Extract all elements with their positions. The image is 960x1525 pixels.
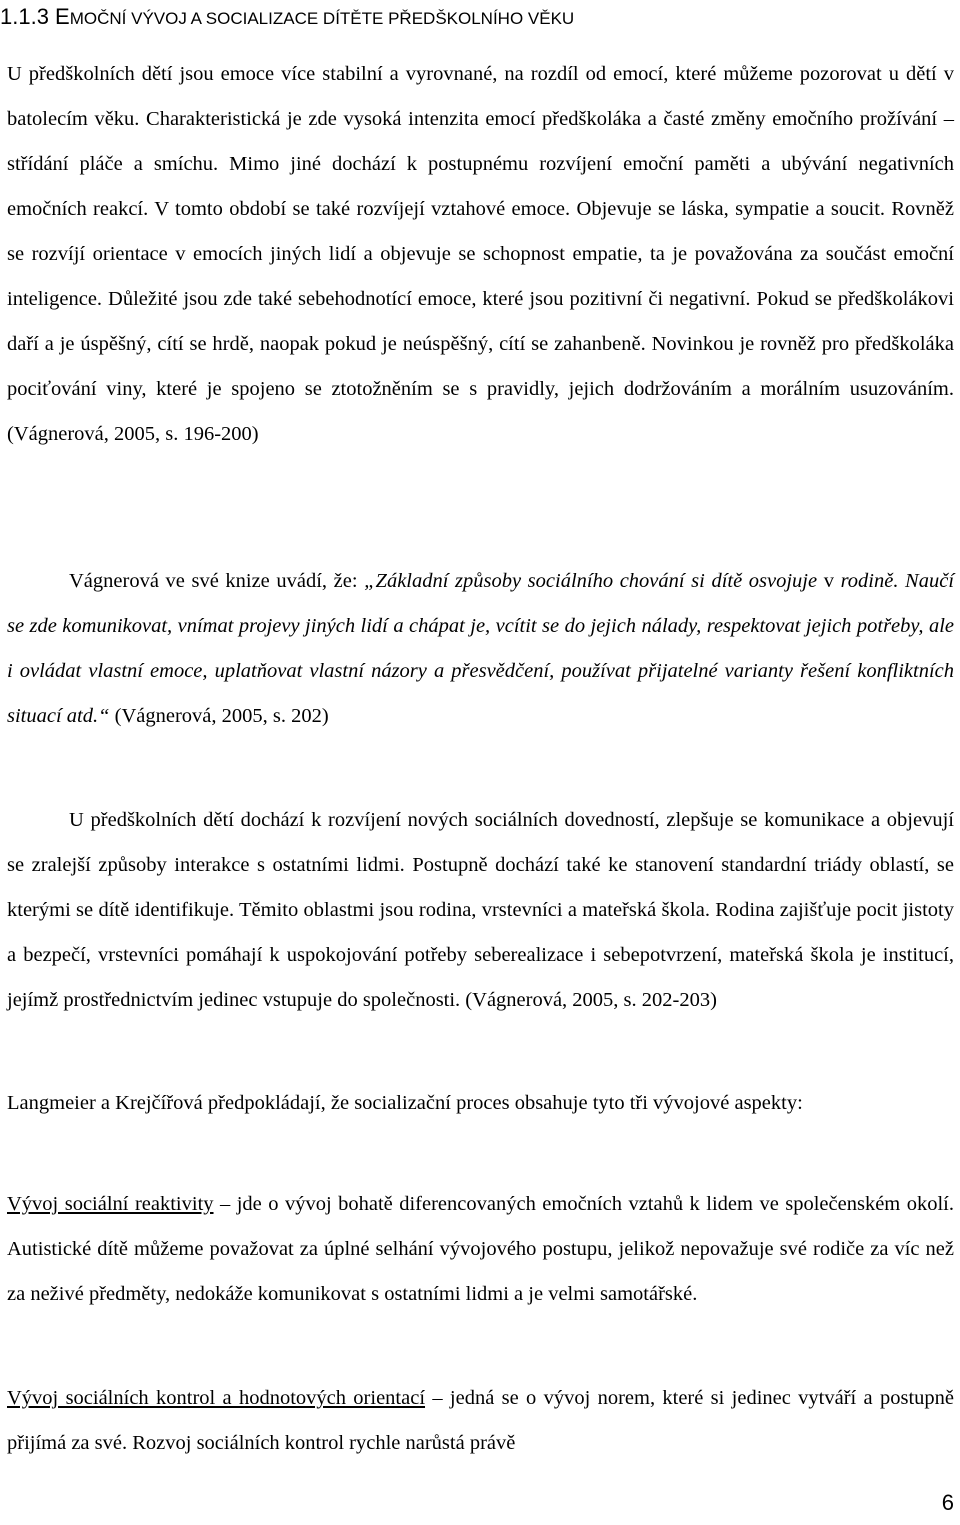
paragraph-socialization-aspects: Langmeier a Krejčířová předpokládají, že socializační proces obsahuje tyto tři vývojové aspekty: (7, 1092, 803, 1114)
quote-plain: v (823, 570, 841, 592)
social-reactivity-text: – jde o vývoj bohatě diferencovaných emočních vztahů k lidem ve společenském okolí. Autistické dítě můžeme považovat za úplné selhání vývojového postupu, jelikož nepovažuje své rodiče za víc než za neživé předměty, nedokáže komunikovat s ostatními lidmi a je velmi samotářské. (7, 1193, 954, 1305)
heading-cap-1: E (55, 4, 70, 29)
section-heading (0, 2, 960, 34)
quote-part-b: rodině. Naučí se zde komunikovat, vnímat projevy jiných lidí a chápat je, vcítit se do jejich nálady, respektovat jejich potřeby, (7, 570, 955, 637)
quote-part-a: „Základní způsoby sociálního chování si dítě osvojuje (364, 570, 824, 592)
term-social-reactivity: Vývoj sociální reaktivity (7, 1193, 214, 1215)
quote-citation: (Vágnerová, 2005, s. 202) (109, 705, 329, 727)
paragraph-social-controls (7, 1376, 954, 1466)
heading-smallcaps-2: SOCIALIZACE DÍTĚTE PŘEDŠKOLNÍHO VĚKU (205, 9, 575, 28)
section-number: 1.1.3 (0, 4, 56, 29)
social-controls-text: – jedná se o vývoj norem, které si jedinec vytváří a postupně přijímá za své. Rozvoj sociálních kontrol rychle narůstá právě (7, 1387, 954, 1454)
paragraph-vagnerova-quote (7, 559, 954, 739)
paragraph-social-skills: U předškolních dětí dochází k rozvíjení nových sociálních dovedností, zlepšuje se komunikace a objevují se zralejší způsoby interakce s ostatními lidmi. Postupně dochází také ke stanovení standardní triády oblastí, se kterými se dítě identifikuje. Těmito oblastmi jsou rodina, vrstevníci a mateřská škola. Rodina zajišťuje pocit jistoty a bezpečí, vrstevníci pomáhají k uspokojování potřeby seberealizace i sebepotvrzení, mateřská škola je institucí, jejímž prostřednictvím jedinec vstupuje do společnosti. (Vágnerová, 2005, s. 202-203) (7, 809, 954, 1011)
paragraph-emotional-development: U předškolních dětí jsou emoce více stabilní a vyrovnané, na rozdíl od emocí, které můžeme pozorovat u dětí v batolecím věku. Charakteristická je zde vysoká intenzita emocí předškoláka a časté změny emočního prožívání – střídání pláče a smíchu. Mimo jiné dochází k postupnému rozvíjení emoční paměti a ubývání negativních emočních reakcí. V tomto období se také rozvíjejí vztahové emoce. Objevuje se láska, sympatie a soucit. Rovněž se rozvíjí orientace v emocích jiných lidí a objevuje se schopnost empatie, ta je považována za součást emoční inteligence. Důležité jsou zde také sebehodnotící emoce, které jsou pozitivní či negativní. Pokud se předškolákovi daří a je úspěšný, cítí se hrdě, naopak pokud je neúspěšný, cítí se zahanbeně. Novinkou je rovněž pro předškoláka pociťování viny, které je spojeno se ztotožněním se s pravidly, jejich dodržováním a morálním usuzováním. (Vágnerová, 2005, s. 196-200) (7, 63, 954, 445)
term-social-controls: Vývoj sociálních kontrol a hodnotových orientací (7, 1387, 426, 1409)
heading-smallcaps-1: MOČNÍ VÝVOJ A (69, 9, 206, 28)
paragraph-social-reactivity (7, 1182, 954, 1317)
quote-part-c: ale i ovládat vlastní emoce, uplatňovat vlastní názory a přesvědčení, používat přijatelné varianty řešení konfliktních situací atd.“ (7, 615, 954, 727)
quote-intro: Vágnerová ve své knize uvádí, že: (69, 570, 365, 592)
page-number: 6 (941, 1490, 954, 1515)
